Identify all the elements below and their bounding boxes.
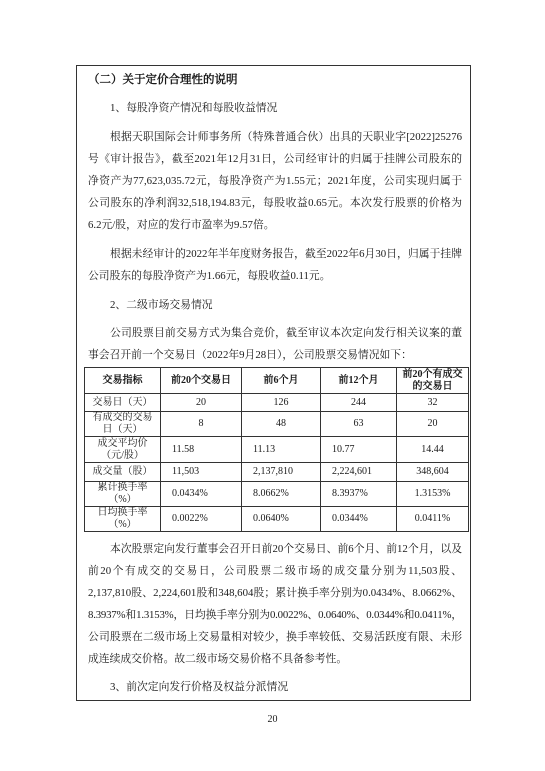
paragraph-line: 公司股东的净利润32,518,194.83元，每股收益0.65元。本次发行股票的价格为 [88, 197, 462, 209]
table-cell: 348,604 [397, 463, 469, 482]
table-cell: 0.0434% [161, 482, 242, 507]
paragraph-line: 8.3937%和1.3153%，日均换手率分别为0.0022%、0.0640%、0.0344%和0.0411%， [88, 609, 462, 621]
section-heading: （二）关于定价合理性的说明 [88, 74, 238, 86]
table-row [85, 412, 469, 437]
page-number: 20 [267, 714, 278, 725]
table-cell: 2,224,601 [321, 463, 397, 482]
table-cell: 10.77 [321, 437, 397, 463]
table-cell: 32 [397, 394, 469, 412]
table-cell: 14.44 [397, 437, 469, 463]
table-header-cell: 前20个交易日 [161, 368, 242, 394]
paragraph-audited-figures [88, 126, 462, 236]
table-cell: 11.58 [161, 437, 242, 463]
table-row [85, 394, 469, 412]
paragraph-line: 本次股票定向发行董事会召开日前20个交易日、前6个月、前12个月，以及 [110, 543, 462, 555]
table-header-cell: 前12个月 [321, 368, 397, 394]
table-cell: 8 [161, 412, 242, 437]
table-header-cell: 前20个有成交 的交易日 [397, 368, 469, 394]
table-header-cell: 交易指标 [85, 368, 161, 394]
paragraph-line: 公司股东的每股净资产为1.66元，每股收益0.11元。 [88, 270, 331, 282]
table-cell: 244 [321, 394, 397, 412]
table-header-row [85, 368, 469, 394]
paragraph-line: 前20个有成交的交易日，公司股票二级市场的成交量分别为11,503股、 [88, 565, 462, 577]
table-cell: 0.0022% [161, 507, 242, 532]
table-row-label: 成交量（股） [85, 463, 161, 482]
table-cell: 20 [161, 394, 242, 412]
table-cell: 20 [397, 412, 469, 437]
paragraph-line: 6.2元/股，对应的发行市盈率为9.57倍。 [88, 219, 275, 231]
table-header-cell: 前6个月 [242, 368, 321, 394]
table-cell: 0.0640% [242, 507, 321, 532]
paragraph-trading-analysis [88, 538, 462, 670]
table-cell: 0.0344% [321, 507, 397, 532]
paragraph-line: 成连续成交价格。故二级市场交易价格不具备参考性。 [88, 653, 348, 665]
paragraph-line: 净资产为77,623,035.72元，每股净资产为1.55元；2021年度，公司实现归属于 [88, 175, 462, 187]
subsection-title-secondary-market: 2、二级市场交易情况 [110, 299, 213, 311]
document-body [88, 69, 462, 698]
trading-statistics-table [84, 367, 469, 532]
table-row-label: 日均换手率 （%） [85, 507, 161, 532]
table-row [85, 463, 469, 482]
subsection-title-previous-issuance: 3、前次定向发行价格及权益分派情况 [110, 681, 289, 693]
paragraph-line: 事会召开前一个交易日（2022年9月28日），公司股票交易情况如下： [88, 349, 412, 361]
table-cell: 126 [242, 394, 321, 412]
table-row [85, 437, 469, 463]
paragraph-line: 根据未经审计的2022年半年度财务报告，截至2022年6月30日，归属于挂牌 [110, 248, 462, 260]
table-cell: 8.3937% [321, 482, 397, 507]
table-cell: 8.0662% [242, 482, 321, 507]
table-cell: 11.13 [242, 437, 321, 463]
paragraph-line: 号《审计报告》，截至2021年12月31日，公司经审计的归属于挂牌公司股东的 [88, 153, 462, 165]
table-cell: 11,503 [161, 463, 242, 482]
paragraph-line: 公司股票在二级市场上交易量相对较少，换手率较低、交易活跃度有限、未形 [88, 631, 462, 643]
table-row-label: 交易日（天） [85, 394, 161, 412]
table-row-label: 有成交的交易 日（天） [85, 412, 161, 437]
table-cell: 1.3153% [397, 482, 469, 507]
table-row-label: 成交平均价 （元/股） [85, 437, 161, 463]
table-row [85, 482, 469, 507]
subsection-title-net-assets: 1、每股净资产情况和每股收益情况 [110, 102, 278, 114]
paragraph-line: 根据天职国际会计师事务所（特殊普通合伙）出具的天职业字[2022]25276 [110, 131, 462, 143]
table-row [85, 507, 469, 532]
table-cell: 63 [321, 412, 397, 437]
table-row-label: 累计换手率 （%） [85, 482, 161, 507]
table-cell: 0.0411% [397, 507, 469, 532]
paragraph-trading-intro [88, 322, 462, 366]
table-cell: 48 [242, 412, 321, 437]
paragraph-line: 公司股票目前交易方式为集合竞价，截至审议本次定向发行相关议案的董 [110, 327, 462, 339]
paragraph-line: 2,137,810股、2,224,601股和348,604股；累计换手率分别为0.0434%、8.0662%、 [88, 587, 462, 599]
paragraph-half-year-figures [88, 243, 462, 287]
table-cell: 2,137,810 [242, 463, 321, 482]
